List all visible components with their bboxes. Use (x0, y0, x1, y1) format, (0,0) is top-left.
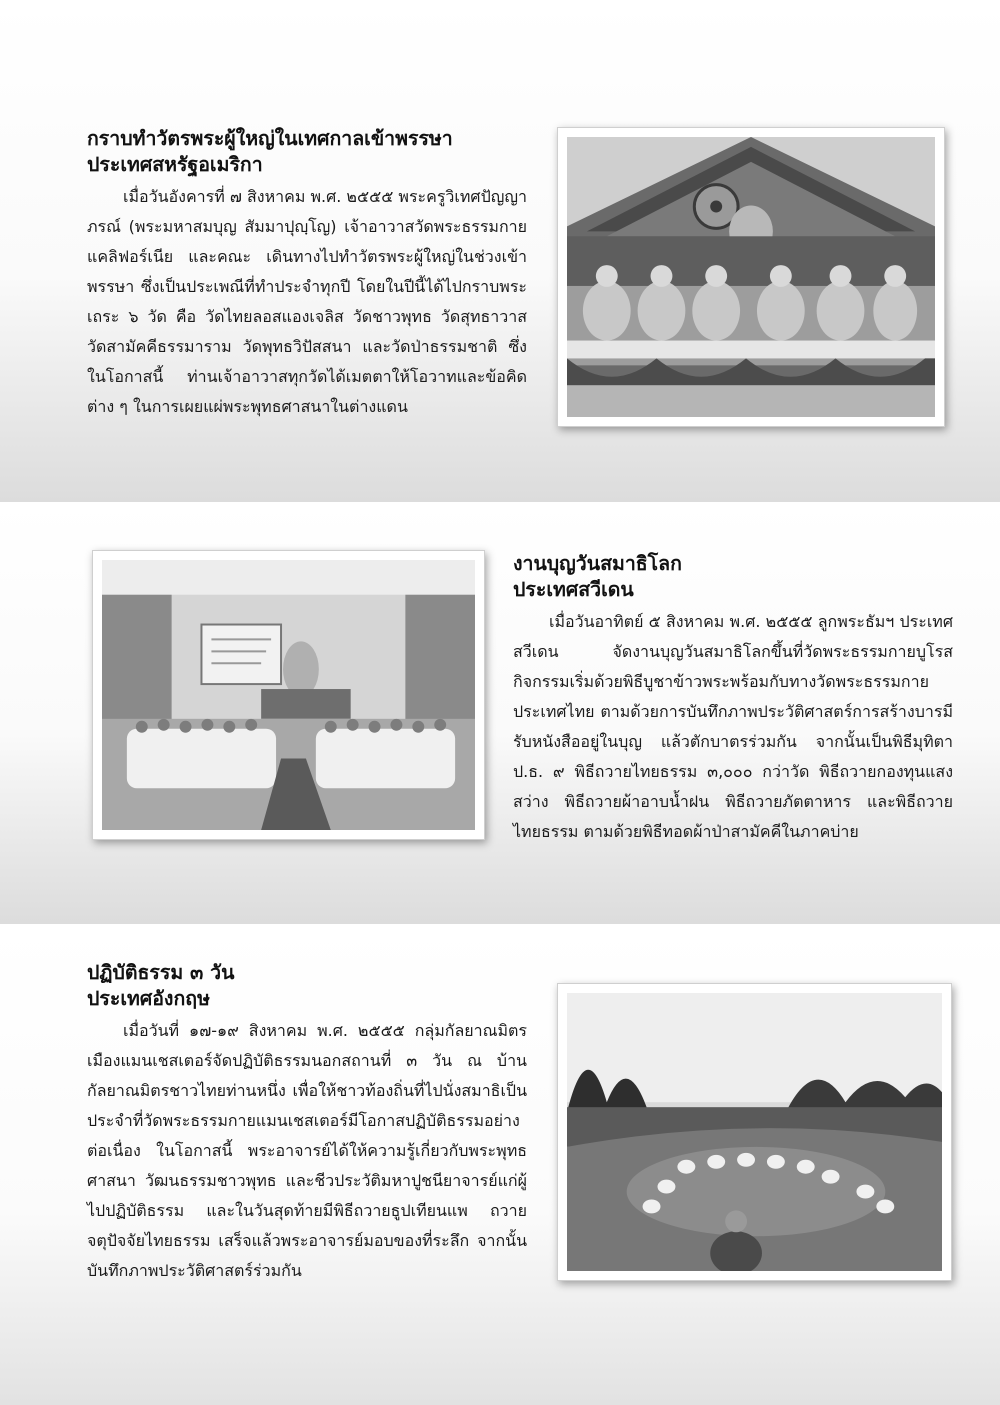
meditation-hall-illustration (102, 560, 475, 830)
photo-meditation-hall (92, 550, 485, 840)
monks-photo-illustration (567, 137, 935, 417)
title-line-1: ปฏิบัติธรรม ๓ วัน (87, 961, 235, 984)
title-line-2: ประเทศสวีเดน (513, 578, 634, 601)
article-sweden (513, 551, 953, 847)
article-body: เมื่อวันที่ ๑๗-๑๙ สิงหาคม พ.ศ. ๒๕๕๕ กลุ่มกัลยาณมิตรเมืองแมนเชสเตอร์จัดปฏิบัติธรรมนอกสถานที่ ๓ วัน ณ บ้านกัลยาณมิตรชาวไทยท่านหนึ่ง เพื่อให้ชาวท้องถิ่นที่ไปนั่งสมาธิเป็นประจำที่วัดพระธรรมกายแมนเชสเตอร์มีโอกาสปฏิบัติธรรมอย่างต่อเนื่อง ในโอกาสนี้ พระอาจารย์ได้ให้ความรู้เกี่ยวกับพระพุทธศาสนา วัฒนธรรมชาวพุทธ และชีวประวัติมหาปูชนียาจารย์แก่ผู้ไปปฏิบัติธรรม และในวันสุดท้ายมีพิธีถวายธูปเทียนแพ ถวายจตุปัจจัยไทยธรรม เสร็จแล้วพระอาจารย์มอบของที่ระลึก จากนั้นบันทึกภาพประวัติศาสตร์ร่วมกัน (87, 1021, 527, 1280)
article-body: เมื่อวันอาทิตย์ ๕ สิงหาคม พ.ศ. ๒๕๕๕ ลูกพระธัมฯ ประเทศสวีเดน จัดงานบุญวันสมาธิโลกขึ้นที่วัดพระธรรมกายบูโรส กิจกรรมเริ่มด้วยพิธีบูชาข้าวพระพร้อมกับทางวัดพระธรรมกาย ประเทศไทย ตามด้วยการบันทึกภาพประวัติศาสตร์การสร้างบารมี รับหนังสืออยู่ในบุญ แล้วตักบาตรร่วมกัน จากนั้นเป็นพิธีมุทิตา ป.ธ. ๙ พิธีถวายไทยธรรม ๓,๐๐๐ กว่าวัด พิธีถวายกองทุนแสงสว่าง พิธีถวายผ้าอาบน้ำฝน พิธีถวายภัตตาหาร และพิธีถวายไทยธรรม ตามด้วยพิธีทอดผ้าป่าสามัคคีในภาคบ่าย (513, 612, 953, 841)
title-line-1: กราบทำวัตรพระผู้ใหญ่ในเทศกาลเข้าพรรษา (87, 127, 453, 150)
article-england (87, 960, 527, 1286)
photo-outdoor-meditation (557, 983, 952, 1281)
article-title (513, 551, 953, 603)
title-line-2: ประเทศสหรัฐอเมริกา (87, 153, 263, 176)
outdoor-meditation-illustration (567, 993, 942, 1271)
photo-monks-temple (557, 127, 945, 427)
title-line-1: งานบุญวันสมาธิโลก (513, 552, 682, 575)
title-line-2: ประเทศอังกฤษ (87, 987, 210, 1010)
article-usa (87, 126, 527, 422)
article-title (87, 960, 527, 1012)
article-title (87, 126, 527, 178)
article-body: เมื่อวันอังคารที่ ๗ สิงหาคม พ.ศ. ๒๕๕๕ พระครูวิเทศปัญญาภรณ์ (พระมหาสมบุญ สัมมาปุญฺโญ) เจ้าอาวาสวัดพระธรรมกายแคลิฟอร์เนีย และคณะ เดินทางไปทำวัตรพระผู้ใหญ่ในช่วงเข้าพรรษา ซึ่งเป็นประเพณีที่ทำประจำทุกปี โดยในปีนี้ได้ไปกราบพระเถระ ๖ วัด คือ วัดไทยลอสแองเจลิส วัดชาวพุทธ วัดสุทธาวาส วัดสามัคคีธรรมาราม วัดพุทธวิปัสสนา และวัดป่าธรรมชาติ ซึ่งในโอกาสนี้ ท่านเจ้าอาวาสทุกวัดได้เมตตาให้โอวาทและข้อคิดต่าง ๆ ในการเผยแผ่พระพุทธศาสนาในต่างแดน (87, 187, 527, 416)
